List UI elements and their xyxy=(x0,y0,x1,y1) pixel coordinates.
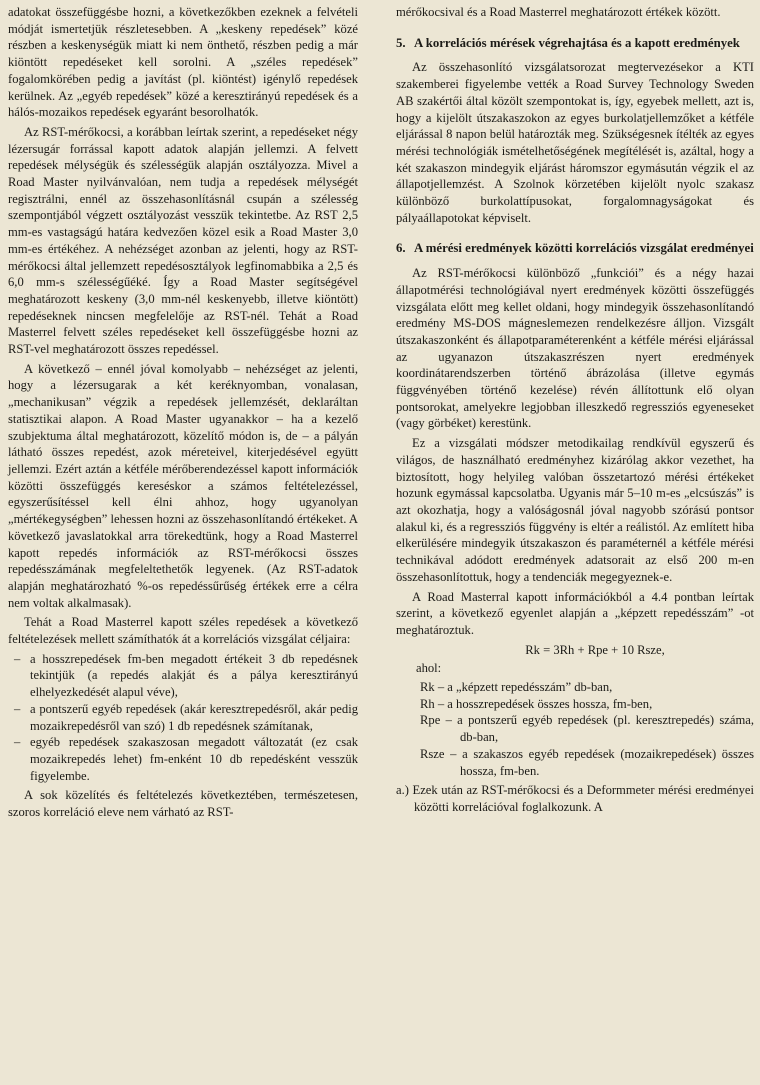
section-number: 5. xyxy=(396,35,406,50)
definition-item: Rpe – a pontszerű egyéb repedések (pl. keresztrepedés) száma, db-ban, xyxy=(420,713,754,745)
section-title: A mérési eredmények közötti korrelációs vizsgálat eredményei xyxy=(414,241,754,256)
enumerated-paragraph: a.) Ezek után az RST-mérőkocsi és a Deformmeter mérési eredményei közötti korrelációval foglalkozunk. A xyxy=(396,783,754,814)
section-heading-5 xyxy=(396,35,754,52)
paragraph: Az RST-mérőkocsi különböző „funkciói” és a négy hazai állapotmérési technológiával nyert eredmények közötti összefüggés vizsgálata előtt meg kellet oldani, hogy mindegyik összehasonlítandó eredmény MS-DOS mágneslemezen rendelkezésre álljon. Vizsgált útszakaszonként és állapotparaméterenként a kétféle mérési eljárással az ugyanazon útszakaszrészen nyert eredmények koordinátarendszerben történő ábrázolása (illetve egymás függvényében történő kezelése) révén állítottunk elő olyan pontsorokat, amelyekre legjobban illeszkedő regressziós egyeneseket (vagy görbéket) kerestünk. xyxy=(396,266,754,431)
assumption-list xyxy=(8,651,358,785)
section-heading-6 xyxy=(396,240,754,257)
paragraph: Ez a vizsgálati módszer metodikailag rendkívül egyszerű és világos, de használható eredményhez kizárólag akkor vezethet, ha biztosított, hogy helyileg valóban összetartozó mérési értékeket hozunk egymással kapcsolatba. Ugyanis már 5–10 m-es „elcsúszás” is azt okozhatja, hogy a valóságosnál jóval nagyobb szórású pontsor alakul ki, és a regressziós függvény is eltér a reálistól. Az említett hiba elkerülésére mindegyik útszakaszon és paraméternél a kétféle mérési technikával adódott eredmények adatsorait az első 200 m-en összehasonlítottuk, hogy a tendenciák megegyeznek-e. xyxy=(396,436,754,584)
paragraph: Az összehasonlító vizsgálatsorozat megtervezésekor a KTI szakemberei figyelembe vették a Road Survey Technology Sweden AB szakértői által közölt szempontokat is, így, egyebek mellett, azt is, hogy a kijelölt útszakaszokon az egyes burkolatjellemzőket a kétféle eljárással 8 napon belül határozták meg. Szükségesnek ítélték az egyes mérési technológiák ismételhetőségének megítélését is, azáltal, hogy a két szakaszon mindegyik eljárást háromszor egymásután végzik el az állapotjellemzést. A Szolnok körzetében kijelölt nyolc szakasz különböző burkolattípusokat, forgalomnagyságokat és pályaállapotokat képviselt. xyxy=(396,60,754,225)
where-label: ahol: xyxy=(416,661,442,676)
list-item: – egyéb repedések szakaszosan megadott változatát (ez csak mozaikrepedés lehet) fm-enként 10 db repedésként vesszük figyelembe. xyxy=(8,734,358,784)
section-title: A korrelációs mérések végrehajtása és a kapott eredmények xyxy=(414,35,740,50)
paragraph: A sok közelítés és feltételezés következtében, természetesen, szoros korreláció eleve nem várható az RST- xyxy=(8,788,358,820)
variable-definitions xyxy=(396,679,754,779)
definition-item: Rh – a hosszrepedések összes hossza, fm-ben, xyxy=(420,696,653,711)
paragraph: mérőkocsival és a Road Masterrel meghatározott értékek között. xyxy=(396,5,721,19)
paragraph: A Road Masterral kapott információkból a 4.4 pontban leírtak szerint, a következő egyenlet alapján a „képzett repedésszám” -ot meghatároztuk. xyxy=(396,589,754,637)
left-column xyxy=(8,4,358,824)
paragraph: Tehát a Road Masterrel kapott széles repedések a következő feltételezések mellett számíthatók át a korrelációs vizsgálat céljaira: xyxy=(8,615,358,647)
equation: Rk = 3Rh + Rpe + 10 Rsze, xyxy=(525,642,665,657)
list-item: – a pontszerű egyéb repedések (akár keresztrepedésről, akár pedig mozaikrepedésről van szó) 1 db repedésnek számítanak, xyxy=(8,701,358,734)
definition-item: Rk – a „képzett repedésszám” db-ban, xyxy=(420,680,613,695)
paragraph: adatokat összefüggésbe hozni, a következőkben ezeknek a felvételi módját ismertetjük részletesebben. A „keskeny repedések” közé részben a keskenységük miatt ki nem önthető, részben pedig a már kiöntött repedéseket kell sorolni. A „széles repedések” fogalomkörében pedig a javítást (pl. kiöntést) igénylő repedések kerülnek. Az „egyéb repedések” közé a keresztirányú repedések és a hálós-mozaikos repedések egyaránt besorolhatók. xyxy=(8,5,358,120)
right-column xyxy=(396,4,754,819)
paragraph: Az RST-mérőkocsi, a korábban leírtak szerint, a repedéseket négy lézersugár forrással kapott adatok alapján jellemzi. A felvett repedések mélységük és szélességük alapján osztályozza. Mivel a Road Master nyilvánvalóan, nem tudja a repedések mélységét regisztrálni, ennél az összehasonlításnál csupán a szélesség szempontjából végzett osztályozást vesszük tekintetbe. Az RST 2,5 mm-es vastagságú határa kedvezően közel esik a Road Master 3,0 mm-es értékéhez. A nehézséget azonban az jelenti, hogy az RST-mérőkocsi által jellemzett repedésosztályok legfinomabbika a 2,5 és 6,0 mm-s szélességűéké. Így a Road Master segítségével meghatározott keskeny (3,0 mm-nél keskenyebb, illetve kiöntött) repedéseknek nincsen megfelelője az RST-nél. Tehát a Road Masterrel felvett széles repedéseket kell összefüggésbe hozni az RST-vel meghatározott összes repedéssel. xyxy=(8,124,358,357)
section-number: 6. xyxy=(396,241,406,256)
paragraph: A következő – ennél jóval komolyabb – nehézséget az jelenti, hogy a lézersugarak a két keréknyomban, vonalasan, „mechanikusan” végzik a repedések jellemzését, deklaráltan statisztikai alapon. A Road Master ugyanakkor – ha a kezelő szubjektuma által meghatározott, közelítő módon is, de – a pályán látható összes repedést, azok méreteivel, kiterjedésével együtt jellemzi. Ezért aztán a kétféle mérőberendezéssel kapott információk közötti összefüggés kereséskor a számos feltételezéssel, egyszerűsítéssel kell élni ahhoz, hogy ugyanolyan „mértékegységben” lehessen hozni az összehasonlítandó értékeket. A következő javaslatokkal arra törekedtünk, hogy a Road Masterrel kapott repedés információk az RST-mérőkocsi összes repedésszámának megfeleltethetők legyenek. (Az RST-adatok alapján meghatározható %-os repedéssűrűség értékek erre a célra nem voltak alkalmasak). xyxy=(8,361,358,610)
list-item: – a hosszrepedések fm-ben megadott értékeit 3 db repedésnek tekintjük (a repedés alakját és a pálya keresztirányú elhelyezkedését alapul véve), xyxy=(8,651,358,701)
definition-item: Rsze – a szakaszos egyéb repedések (mozaikrepedések) összes hossza, fm-ben. xyxy=(420,746,754,778)
